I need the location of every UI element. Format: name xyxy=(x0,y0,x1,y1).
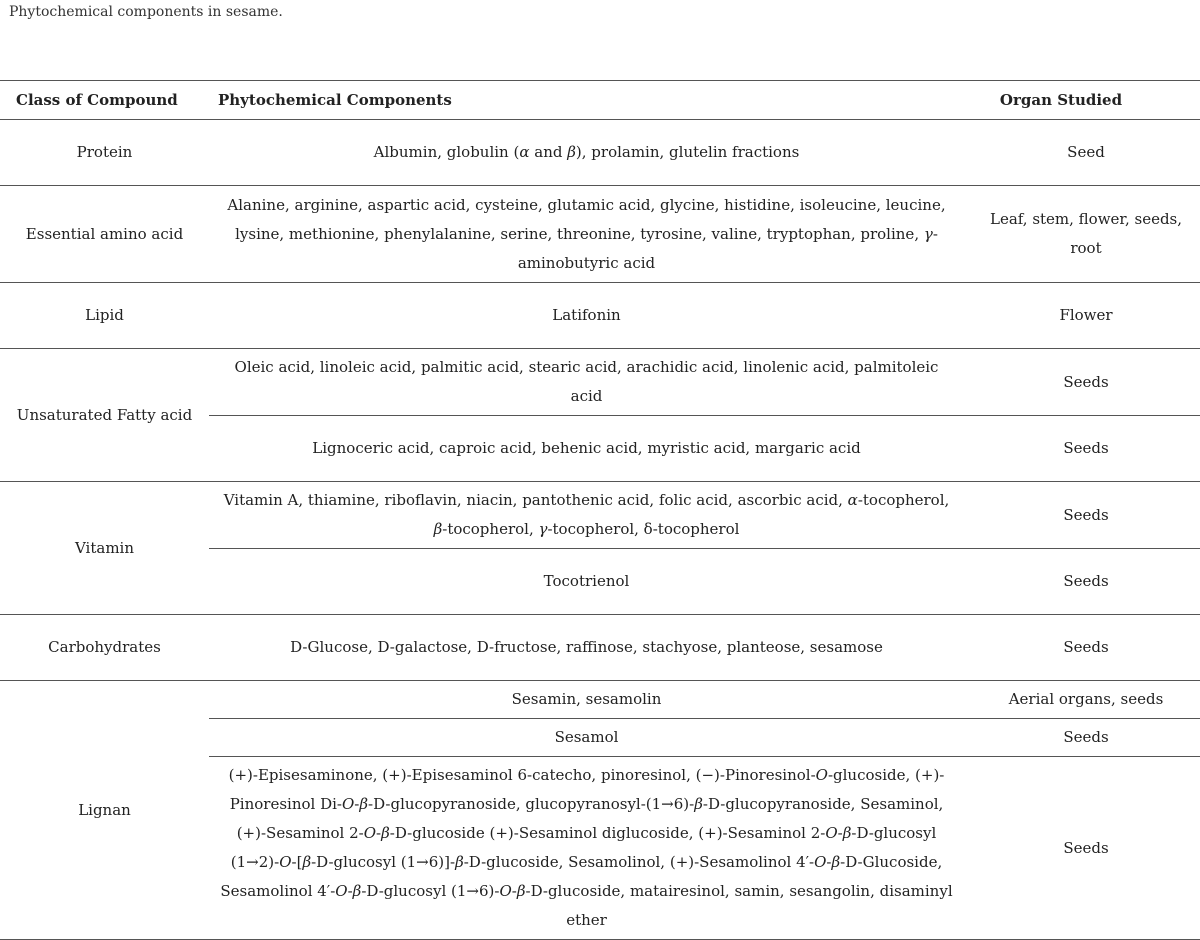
components-cell: (+)-Episesaminone, (+)-Episesaminol 6-catecho, pinoresinol, (−)-Pinoresinol-O-glucoside, (+)-Pinoresinol Di-O-β-D-glucopyranoside, glucopyranosyl-(1→6)-β-D-glucopyranoside, Sesaminol, (+)-Sesaminol 2-O-β-D-glucoside (+)-Sesaminol diglucoside, (+)-Sesaminol 2-O-β-D-glucosyl (1→2)-O-[β-D-glucosyl (1→6)]-β-D-glucoside, Sesamolinol, (+)-Sesamolinol 4′-O-β-D-Glucoside, Sesamolinol 4′-O-β-D-glucosyl (1→6)-O-β-D-glucoside, matairesinol, samin, sesangolin, disaminyl ether xyxy=(209,757,972,940)
table-row xyxy=(0,349,1200,416)
table-row xyxy=(0,120,1200,186)
organ-cell: Seeds xyxy=(972,416,1200,482)
organ-cell: Seeds xyxy=(972,482,1200,549)
class-cell: Protein xyxy=(0,120,209,186)
organ-cell: Seeds xyxy=(972,349,1200,416)
class-cell: Essential amino acid xyxy=(0,186,209,283)
components-cell: Alanine, arginine, aspartic acid, cysteine, glutamic acid, glycine, histidine, isoleucine, leucine, lysine, methionine, phenylalanine, serine, threonine, tyrosine, valine, tryptophan, proline, γ-aminobutyric acid xyxy=(209,186,972,283)
table-row xyxy=(0,283,1200,349)
class-cell: Unsaturated Fatty acid xyxy=(0,349,209,482)
table-caption: Phytochemical components in sesame. xyxy=(9,4,283,20)
organ-cell: Seed xyxy=(972,120,1200,186)
table-row xyxy=(0,681,1200,719)
class-cell: Lipid xyxy=(0,283,209,349)
header-phytochemical-components: Phytochemical Components xyxy=(209,81,972,120)
components-cell: Albumin, globulin (α and β), prolamin, glutelin fractions xyxy=(209,120,972,186)
organ-cell: Seeds xyxy=(972,549,1200,615)
components-cell: Lignoceric acid, caproic acid, behenic acid, myristic acid, margaric acid xyxy=(209,416,972,482)
class-cell: Lignan xyxy=(0,681,209,940)
table-row xyxy=(0,186,1200,283)
class-cell: Vitamin xyxy=(0,482,209,615)
table-row xyxy=(0,482,1200,549)
table-row xyxy=(0,615,1200,681)
components-cell: D-Glucose, D-galactose, D-fructose, raffinose, stachyose, planteose, sesamose xyxy=(209,615,972,681)
components-cell: Sesamin, sesamolin xyxy=(209,681,972,719)
components-cell: Latifonin xyxy=(209,283,972,349)
organ-cell: Aerial organs, seeds xyxy=(972,681,1200,719)
table-header-row xyxy=(0,81,1200,120)
organ-cell: Flower xyxy=(972,283,1200,349)
organ-cell: Leaf, stem, flower, seeds, root xyxy=(972,186,1200,283)
phytochemical-table xyxy=(0,80,1200,940)
components-cell: Oleic acid, linoleic acid, palmitic acid, stearic acid, arachidic acid, linolenic acid, palmitoleic acid xyxy=(209,349,972,416)
components-cell: Tocotrienol xyxy=(209,549,972,615)
organ-cell: Seeds xyxy=(972,757,1200,940)
header-class-of-compound: Class of Compound xyxy=(0,81,209,120)
organ-cell: Seeds xyxy=(972,615,1200,681)
components-cell: Vitamin A, thiamine, riboflavin, niacin, pantothenic acid, folic acid, ascorbic acid, α-tocopherol, β-tocopherol, γ-tocopherol, δ-tocopherol xyxy=(209,482,972,549)
components-cell: Sesamol xyxy=(209,719,972,757)
organ-cell: Seeds xyxy=(972,719,1200,757)
class-cell: Carbohydrates xyxy=(0,615,209,681)
header-organ-studied: Organ Studied xyxy=(972,81,1200,120)
